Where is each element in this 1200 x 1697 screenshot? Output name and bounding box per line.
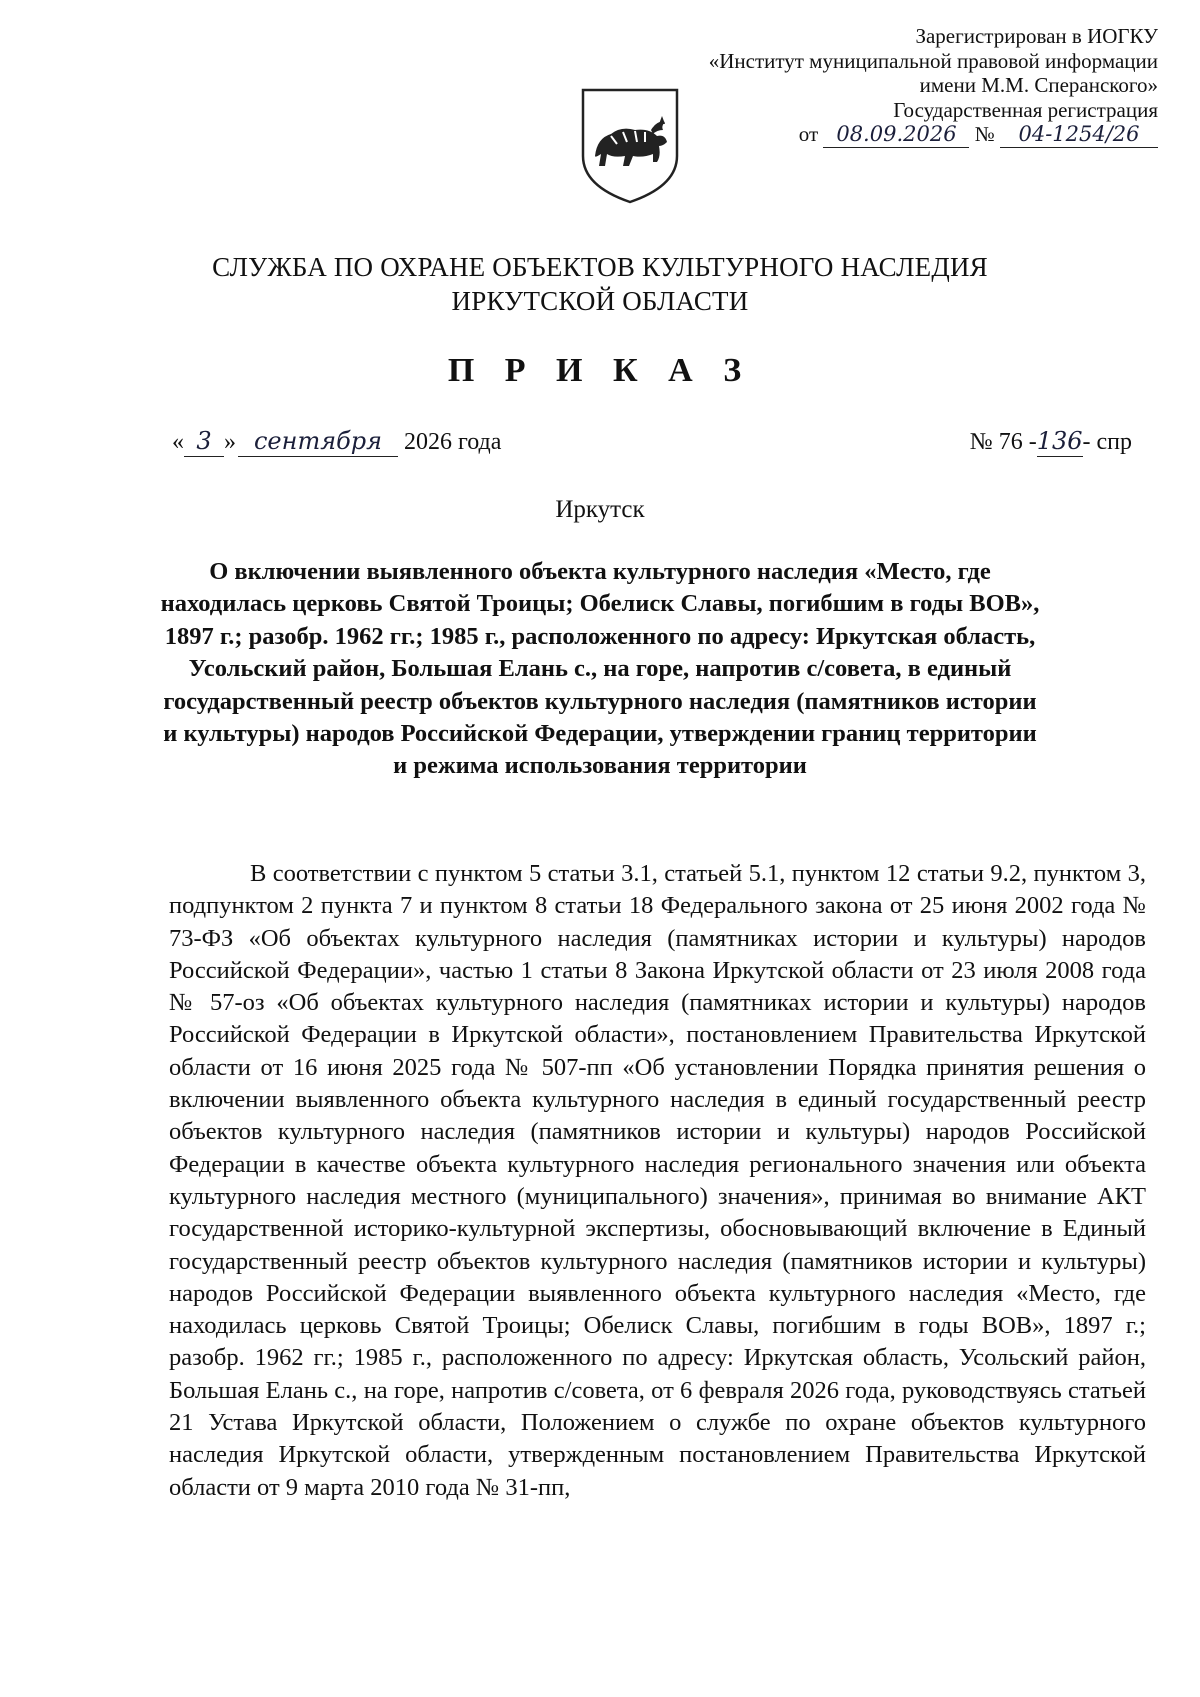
document-type-heading: П Р И К А З (447, 352, 753, 389)
date-close-quote: » (224, 429, 236, 455)
registration-date-number (598, 122, 1158, 148)
registration-stamp (598, 24, 1158, 148)
city: Иркутск (555, 496, 645, 523)
order-number-prefix: № 76 - (969, 429, 1037, 455)
registration-line-2: «Институт муниципальной правовой информации (708, 48, 1158, 73)
agency-line-1: СЛУЖБА ПО ОХРАНЕ ОБЪЕКТОВ КУЛЬТУРНОГО НАСЛЕДИЯ (212, 252, 988, 282)
agency-line-2: ИРКУТСКОЙ ОБЛАСТИ (451, 286, 749, 316)
order-subject: О включении выявленного объекта культурного наследия «Место, где находилась церковь Святой Троицы; Обелиск Славы, погибшим в годы ВОВ», 1897 г.; разобр. 1962 гг.; 1985 г., расположенного по адресу: Иркутская область, Усольский район, Большая Елань с., на горе, напротив с/совета, в единый государственный реестр объектов культурного наследия (памятников истории и культуры) народов Российской Федерации, утверждении границ территории и режима использования территории (160, 558, 1040, 780)
order-number (970, 426, 1132, 457)
registration-number-label: № (974, 122, 995, 146)
date-day: 3 (184, 426, 224, 457)
agency-name (0, 250, 1200, 318)
registration-line-4: Государственная регистрация (893, 97, 1158, 122)
date-year: 2026 года (404, 429, 502, 455)
registration-number: 04-1254/26 (1000, 122, 1158, 148)
registration-date: 08.09.2026 (823, 122, 969, 148)
order-body-paragraph: В соответствии с пунктом 5 статьи 3.1, статьей 5.1, пунктом 12 статьи 9.2, пунктом 3, подпунктом 2 пункта 7 и пунктом 8 статьи 18 Федерального закона от 25 июня 2002 года № 73-ФЗ «Об объектах культурного наследия (памятниках истории и культуры) народов Российской Федерации», частью 1 статьи 8 Закона Иркутской области от 23 июля 2008 года № 57-оз «Об объектах культурного наследия (памятниках истории и культуры) народов Российской Федерации в Иркутской области», постановлением Правительства Иркутской области от 16 июня 2025 года № 507-пп «Об установлении Порядка принятия решения о включении выявленного объекта культурного наследия в единый государственный реестр объектов культурного наследия (памятников истории и культуры) народов Российской Федерации в качестве объекта культурного наследия регионального значения или объекта культурного наследия местного (муниципального) значения», принимая во внимание АКТ государственной историко-культурной экспертизы, обосновывающий включение в Единый государственный реестр объектов культурного наследия (памятников истории и культуры) народов Российской Федерации выявленного объекта культурного наследия «Место, где находилась церковь Святой Троицы; Обелиск Славы, погибшим в годы ВОВ», 1897 г.; разобр. 1962 гг.; 1985 г., расположенного по адресу: Иркутская область, Усольский район, Большая Елань с., на горе, напротив с/совета, от 6 февраля 2026 года, руководствуясь статьей 21 Устава Иркутской области, Положением о службе по охране объектов культурного наследия Иркутской области, утвержденным постановлением Правительства Иркутской области от 9 марта 2010 года № 31-пп, (169, 860, 1146, 1501)
registration-from-label: от (798, 122, 819, 146)
order-date (172, 426, 501, 457)
registration-line-1: Зарегистрирован в ИОГКУ (915, 24, 1158, 48)
order-number-suffix: - спр (1082, 429, 1132, 455)
date-open-quote: « (172, 429, 184, 455)
date-month: сентября (238, 426, 398, 457)
registration-line-3: имени М.М. Сперанского» (919, 73, 1158, 97)
order-number-value: 136 (1036, 427, 1083, 455)
